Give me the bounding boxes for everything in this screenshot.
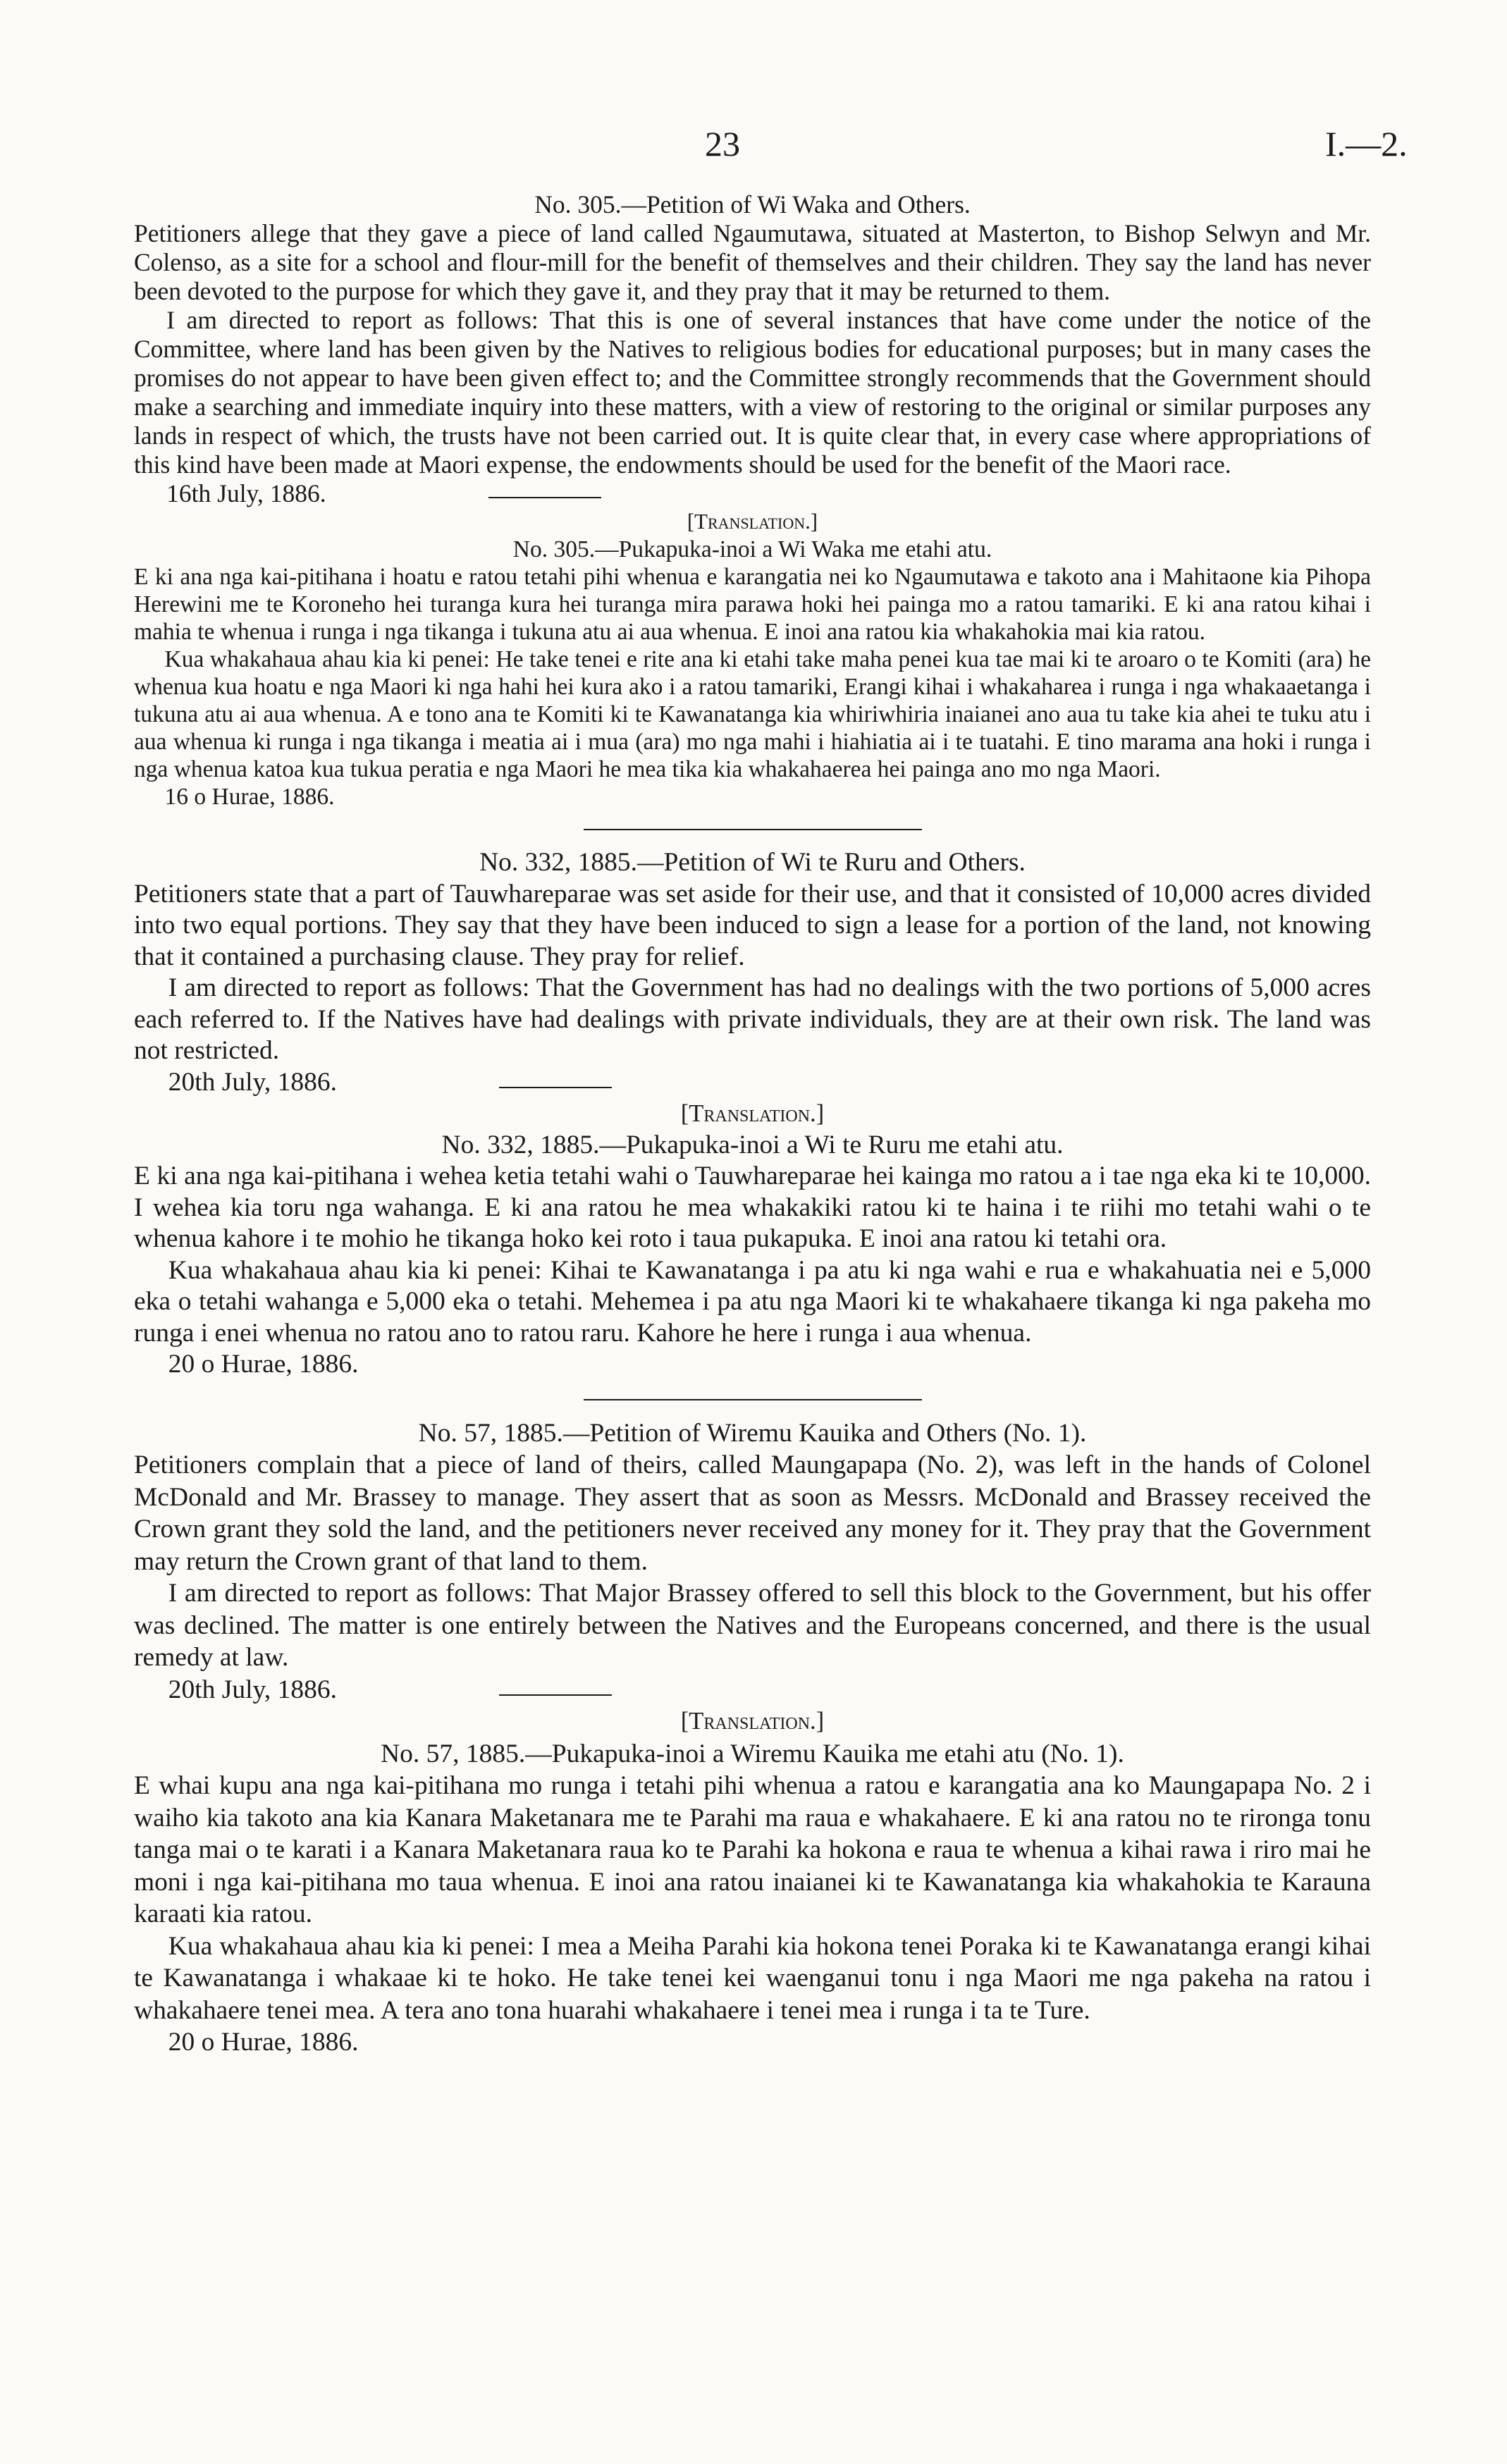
report-date-line	[134, 479, 1371, 508]
report-date: 16th July, 1886.	[166, 479, 326, 507]
maori-petition-text: E ki ana nga kai-pitihana i hoatu e ratou tetahi pihi whenua e karangatia nei ko Ngaumutawa e takoto ana i Mahitaone kia Pihopa Herewini me te Koroneho hei turanga kura hei turanga mira parawa hoki hei painga mo a ratou tamariki. E ki ana ratou kihai i mahia te whenua i runga i nga tikanga i tukuna atu ai aua whenua. E inoi ana ratou kia whakahokia mai kia ratou.	[134, 564, 1371, 645]
report-text: I am directed to report as follows: That Major Brassey offered to sell this block to the Government, but his offer was declined. The matter is one entirely between the Natives and the Europeans concerned, and there is the usual remedy at law.	[134, 1579, 1371, 1672]
report-text: I am directed to report as follows: That the Government has had no dealings with the two portions of 5,000 acres each referred to. If the Natives have had dealings with private individuals, they are at their own risk. The land was not restricted.	[134, 973, 1371, 1065]
maori-title: No. 305.—Pukapuka-inoi a Wi Waka me etahi atu.	[512, 536, 992, 562]
page-number: 23	[705, 124, 740, 164]
short-divider	[499, 1694, 612, 1696]
maori-date: 20 o Hurae, 1886.	[168, 1350, 359, 1379]
report-date: 20th July, 1886.	[168, 1675, 337, 1704]
petition-section-57	[134, 1417, 1371, 2059]
section-divider	[584, 1399, 922, 1400]
translation-label: [Translation.]	[687, 510, 818, 534]
maori-title: No. 332, 1885.—Pukapuka-inoi a Wi te Ruru me etahi atu.	[441, 1130, 1064, 1159]
petition-text: Petitioners allege that they gave a piece of land called Ngaumutawa, situated at Masterton, to Bishop Selwyn and Mr. Colenso, as a site for a school and flour-mill for the benefit of themselves and their children. They say the land has never been devoted to the purpose for which they gave it, and they pray that it may be returned to them.	[134, 219, 1371, 305]
maori-petition-text: E whai kupu ana nga kai-pitihana mo runga i tetahi pihi whenua a ratou e karangatia ana ko Maungapapa No. 2 i waiho kia takoto ana kia Kanara Maketanara me te Parahi ma raua e whakahaere. E ki ana ratou no te rironga tonu tanga mai o te karati i a Kanara Maketanara raua ko te Parahi ka hokona e raua te whenua a kihai rawa i riro mai he moni i nga kai-pitihana mo taua whenua. E inoi ana ratou inaianei ki te Kawanatanga kia whakahokia te Karauna karaati kia ratou.	[134, 1771, 1371, 1928]
translation-section-305	[134, 508, 1371, 811]
section-divider	[584, 829, 922, 830]
short-divider	[499, 1087, 612, 1088]
maori-report-text: Kua whakahaua ahau kia ki penei: Kihai te Kawanatanga i pa atu ki nga wahi e rua e whakahuatia nei e 5,000 eka o tetahi wahanga e 5,000 eka o tetahi. Mehemea i pa atu nga Maori ki te whakahaere tikanga ki nga pakeha mo runga i enei whenua no ratou ano to ratou raru. Kahore he here i runga i aua whenua.	[134, 1255, 1371, 1348]
report-date-line	[134, 1067, 1371, 1099]
page-content	[134, 190, 1371, 2059]
document-reference: I.—2.	[1325, 124, 1408, 164]
translation-label: [Translation.]	[680, 1708, 825, 1735]
petition-text: Petitioners state that a part of Tauwhareparae was set aside for their use, and that it consisted of 10,000 acres divided into two equal portions. They say that they have been induced to sign a lease for a portion of the land, not knowing that it contained a purchasing clause. They pray for relief.	[134, 879, 1371, 971]
maori-date: 20 o Hurae, 1886.	[168, 2028, 359, 2057]
translation-label: [Translation.]	[680, 1100, 825, 1127]
section-title: No. 305.—Petition of Wi Waka and Others.	[534, 190, 971, 218]
petition-section-305	[134, 190, 1371, 508]
short-divider	[488, 497, 601, 498]
maori-date: 16 o Hurae, 1886.	[164, 784, 335, 810]
maori-title: No. 57, 1885.—Pukapuka-inoi a Wiremu Kauika me etahi atu (No. 1).	[381, 1739, 1124, 1768]
section-title: No. 332, 1885.—Petition of Wi te Ruru and Others.	[479, 848, 1026, 877]
report-date-line	[134, 1674, 1371, 1706]
petition-section-332	[134, 847, 1371, 1381]
maori-report-text: Kua whakahaua ahau kia ki penei: He take tenei e rite ana ki etahi take maha penei kua tae mai ki te aroaro o te Komiti (ara) he whenua kua hoatu e nga Maori ki nga hahi hei kura ako i a ratou tamariki, Erangi kihai i whakaharea i runga i nga whakaaetanga i tukuna atu ai aua whenua. A e tono ana te Komiti ki te Kawanatanga kia whiriwhiria inaianei ano aua tu take kia ahei te tuku atu i aua whenua ki runga i nga tikanga i meatia ai i mua (ara) mo nga mahi i hiahiatia ai i te tuatahi. E tino marama ana hoki i runga i nga whenua katoa kua tukua peratia e nga Maori he mea tika kia whakahaerea hei painga ano mo nga Maori.	[134, 646, 1371, 782]
maori-report-text: Kua whakahaua ahau kia ki penei: I mea a Meiha Parahi kia hokona tenei Poraka ki te Kawanatanga erangi kihai te Kawanatanga i whakaae ki te hoko. He take tenei kei waenganui tonu i nga Maori me nga pakeha na ratou i whakahaere tenei mea. A tera ano tona huarahi whakahaere i tenei mea i runga i ta te Ture.	[134, 1931, 1371, 2025]
report-text: I am directed to report as follows: That this is one of several instances that have come under the notice of the Committee, where land has been given by the Natives to religious bodies for educational purposes; but in many cases the promises do not appear to have been given effect to; and the Committee strongly recommends that the Government should make a searching and immediate inquiry into these matters, with a view of restoring to the original or similar purposes any lands in respect of which, the trusts have not been carried out. It is quite clear that, in every case where appropriations of this kind have been made at Maori expense, the endowments should be used for the benefit of the Maori race.	[134, 306, 1371, 479]
report-date: 20th July, 1886.	[168, 1067, 337, 1097]
section-title: No. 57, 1885.—Petition of Wiremu Kauika and Others (No. 1).	[418, 1418, 1087, 1448]
maori-petition-text: E ki ana nga kai-pitihana i wehea ketia tetahi wahi o Tauwhareparae hei kainga mo ratou a i tae nga eka ki te 10,000. I wehea kia toru nga wahanga. E ki ana ratou he mea whakakiki ratou ki te haina i te riihi mo tetahi wahi o te whenua kahore i te mohio he tikanga hoko kei roto i taua pukapuka. E inoi ana ratou ki tetahi ora.	[134, 1162, 1371, 1253]
petition-text: Petitioners complain that a piece of land of theirs, called Maungapapa (No. 2), was left in the hands of Colonel McDonald and Mr. Brassey to manage. They assert that as soon as Messrs. McDonald and Brassey received the Crown grant they sold the land, and the petitioners never received any money for it. They pray that the Government may return the Crown grant of that land to them.	[134, 1450, 1371, 1576]
